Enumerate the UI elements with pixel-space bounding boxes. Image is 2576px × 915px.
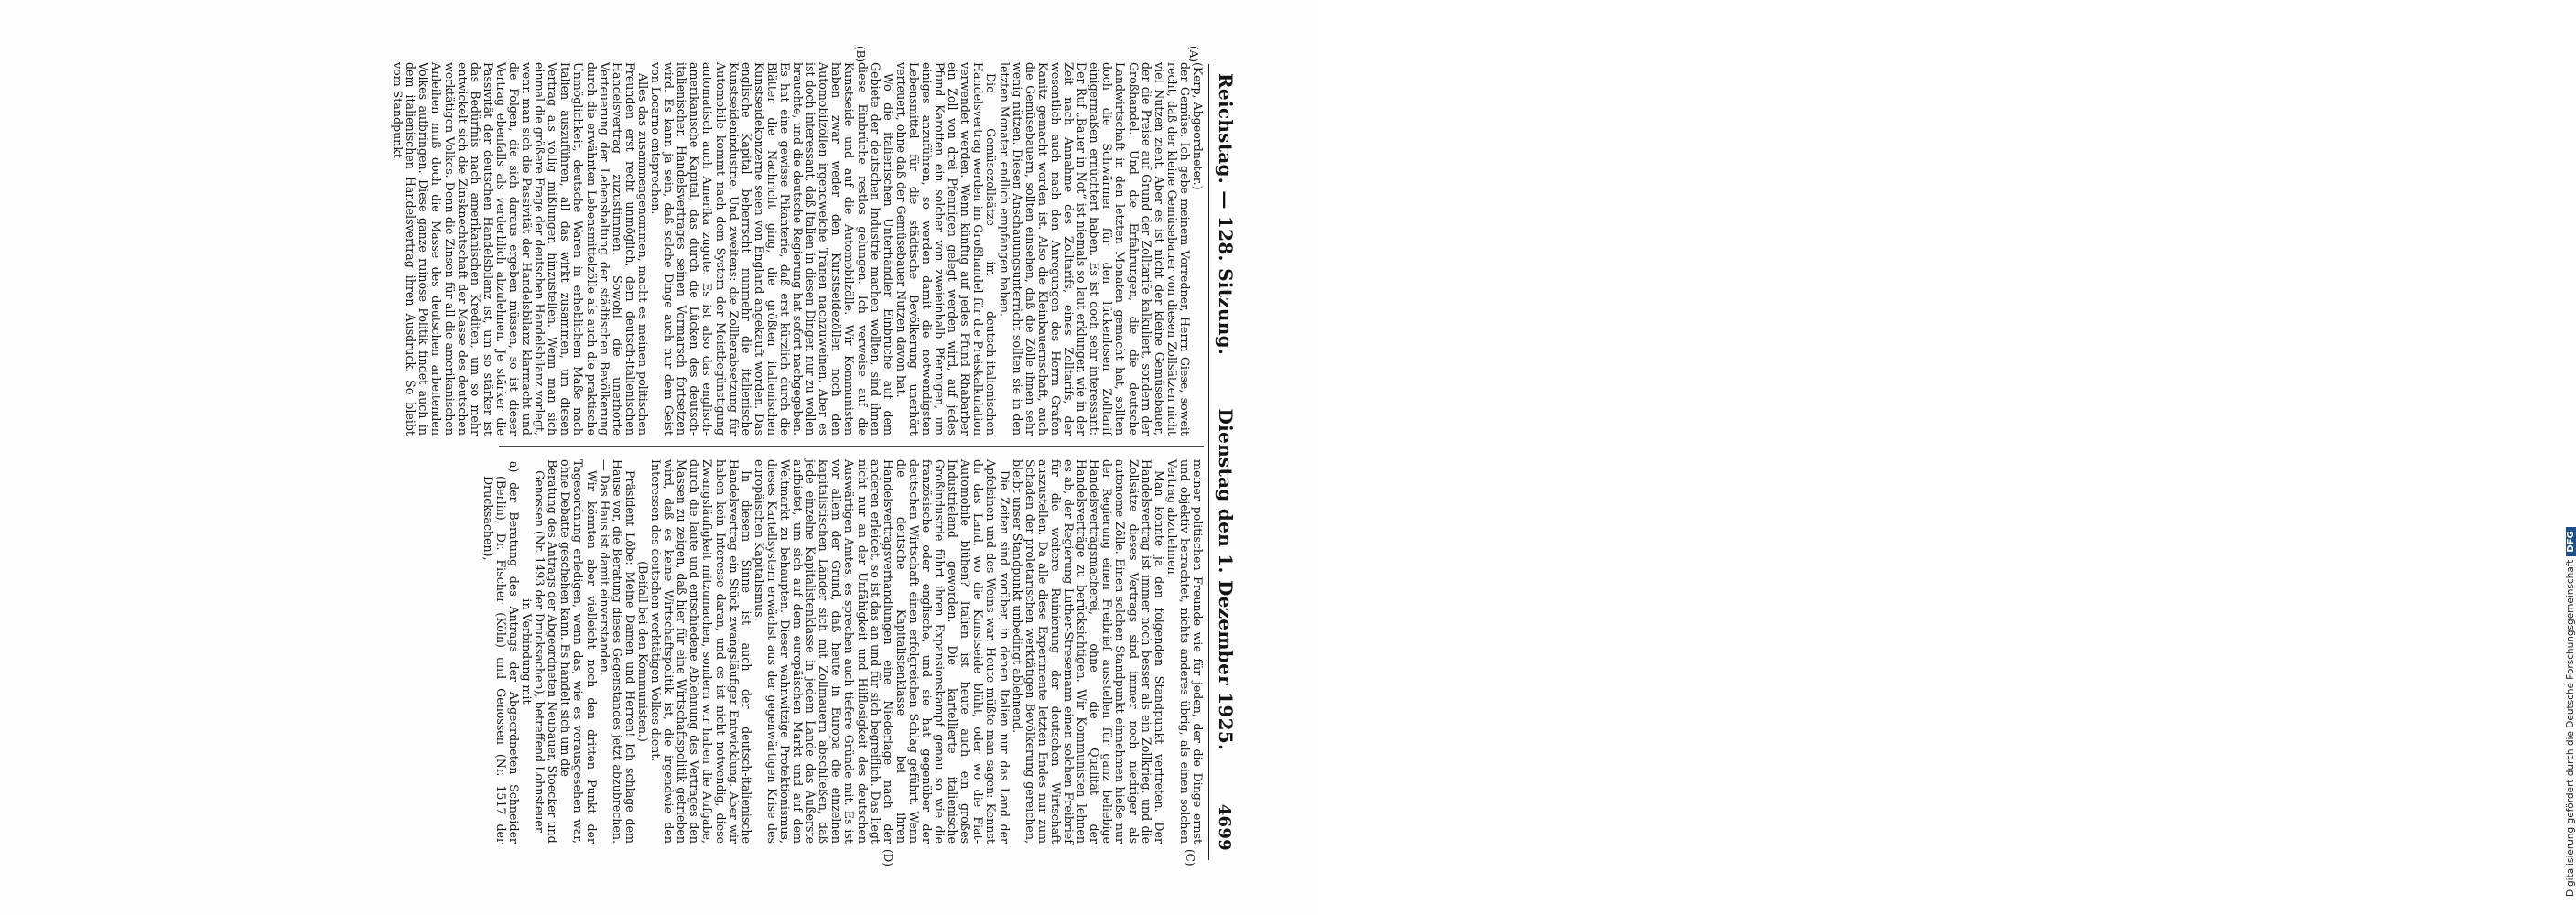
paragraph: In diesem Sinne ist auch der deutsch-italienische Handelsvertrag ein Stück zwangsläufiger Entwicklung. Aber wir haben kein Interesse daran, und es ist nicht notwendig, diese Zwangsläufigkeit mitzumachen, sondern wir haben die Aufgabe, durch die laute und entschiedene Ablehnung des Vertrages den Massen zu zeigen, daß hier für eine Wirtschaftspolitik getrieben wird, daß es keine Wirtschaftspolitik ist, die irgendwie den Interessen des deutschen werktätigen Volkes dient.	[649, 459, 753, 844]
left-column	[391, 62, 1205, 436]
paragraph: Alles das zusammengenommen, macht es meinen politischen Freunden erst recht unmöglich, dem deutsch-italienischen Handelsvertrag zuzustimmen. Sowohl die unerhörte Verteuerung der Lebenshaltung der städtischen Bevölkerung durch die erwähnten Lebensmittelzölle als auch die praktische Unmöglichkeit, deutsche Waren in erheblichem Maße nach Italien auszuführen, all das wirkt zusammen, um diesen Vertrag als völlig mißlungen hinzustellen. Wenn man sich einmal die größere Frage der deutschen Handelsbilanz vorlegt, wenn man sich die Passivität der Handelsbilanz klarmacht und die Folgen, die sich daraus ergeben müssen, so ist dieser Vertrag ebenfalls als verderblich abzulehnen. Je stärker die Passivität der deutschen Handelsbilanz ist, um so stärker ist das Bedürfnis nach amerikanischen Krediten, um so mehr entwickelt sich die Zinsknechtschaft der Masse des deutschen werktätigen Volkes. Denn die Zinsen für all die amerikanischen Anleihen muß doch die Masse des deutschen arbeitenden Volkes aufbringen. Diese ganze ruinöse Politik findet auch in dem italienischen Handelsvertrag ihren Ausdruck. So bleibt vom Standpunkt	[391, 62, 650, 436]
page-number: 4699	[1215, 803, 1234, 851]
page-header	[1215, 73, 1251, 851]
paragraph: in Verbindung mit	[520, 598, 535, 705]
right-column	[481, 459, 1205, 844]
header-center: Dienstag den 1. Dezember 1925.	[1215, 408, 1237, 751]
paragraph: Beratung des Antrags der Abgeordneten Neubauer, Stoecker und Genossen (Nr. 1493 der Drucksachen), betreffend Lohnsteuer	[533, 459, 560, 844]
side-strip	[1280, 0, 2576, 915]
margin-marker-a: (A)	[1187, 46, 1200, 63]
paragraph: (Kerp, Abgeordneter.)	[1191, 62, 1205, 190]
paragraph: a) der Beratung des Antrags der Abgeordneten Schneider (Berlin), Dr. Fischer (Köln) und Genossen (Nr. 1517 der Drucksachen),	[481, 461, 522, 844]
rotated-page-content	[61, 46, 1251, 869]
digitization-note-text: Digitalisierung gefördert durch die Deutsche Forschungsgemeinschaft	[2565, 559, 2576, 897]
margin-marker-b: (B)	[854, 46, 867, 63]
paragraph: der Gemüse. Ich gebe meinem Vorredner, Herrn Giese, soweit recht, daß der kleine Gemüsebauer von diesen Zollsätzen nicht viel Nutzen zieht. Aber es ist nicht der kleine Gemüsebauer, der die Preise auf Grund der Zolltarife kalkuliert, sondern der Großhandel. Und die Erfahrungen, die die deutsche Landwirtschaft in den letzten Monaten gemacht hat, sollten doch die Schwärmer für den lückenlosen Zolltarif einigermaßen ernüchtert haben. Es ist doch sehr interessant: Der Ruf „Bauer in Not“ ist niemals so laut erklungen wie in der Zeit nach Annahme des Zolltarifs, eines Zolltarifs, der wesentlich auch nach den Anregungen des Herrn Grafen Kanitz gemacht worden ist. Also die Kleinbauernschaft, auch die Gemüsebauern, sollten einsehen, daß die Zölle ihnen sehr wenig nützen. Diesen Anschauungsunterricht sollten sie in den letzten Monaten endlich empfangen haben.	[997, 62, 1192, 436]
header-rule	[1208, 64, 1209, 860]
margin-marker-c: (C)	[1184, 849, 1196, 867]
paragraph: Die Gemüsezollsätze im deutsch-italienischen Handelsvertrag werden im Großhandel für die Preiskalkulation verwendet werden. Wenn künftig auf jedes Pfund Rhabarber ein Zoll von drei Pfennigen gelegt werden wird, auf jedes Pfund Karotten ein solcher von zweieinhalb Pfennigen, um einiges anzuführen, so werden damit die notwendigsten Lebensmittel für die städtische Bevölkerung unerhört verteuert, ohne daß der Gemüsebauer Nutzen davon hat.	[893, 62, 999, 436]
digitization-note	[2565, 0, 2576, 897]
paragraph: meiner politischen Freunde wie für jeden, der die Dinge ernst und objektiv betrachtet, nichts anderes übrig, als einen solchen Vertrag abzulehnen.	[1164, 459, 1205, 844]
paragraph: Die Zeiten sind vorüber, in denen Italien nur das Land der Apfelsinen und des Weins war. Heute müßte man sagen: Kennst du das Land, wo die Kunstseide blüht, oder wo die Fiat-Automobile blühen? Italien ist heute auch ein großes Industrieland geworden. Die kartellierte italienische Großindustrie führt ihren Expansionskampf genau so wie die französische oder englische, und sie hat gegenüber der deutschen Wirtschaft einen erfolgreichen Schlag geführt. Wenn die deutsche Kapitalistenklasse bei ihren Handelsvertragsverhandlungen eine Niederlage nach der anderen erleidet, so ist das an und für sich begreiflich. Das liegt nicht nur an der Unfähigkeit und Hilflosigkeit des deutschen Auswärtigen Amtes, es sprechen auch tiefere Gründe mit. Es ist vor allem der Grund, daß heute in Europa die einzelnen kapitalistischen Länder sich mit Zollmauern abschließen, daß jede einzelne Kapitalistenklasse in jedem Lande das Äußerste aufbietet, um sich auf dem europäischen Markt und auf dem Weltmarkt zu behaupten. Dieser wahnwitzige Protektionismus, dieses Kartellsystem erwächst aus der gegenwärtigen Krise des europäischen Kapitalismus.	[752, 459, 1012, 844]
paragraph: Wo die italienischen Unterhändler Einbrüche auf dem Gebiete der deutschen Industrie machen wollten, sind ihnen diese Einbrüche restlos gelungen. Ich verweise auf die Kunstseide und auf die Automobilzölle. Wir Kommunisten haben zwar weder den Kunstseidezöllen noch den Automobilzöllen irgendwelche Tränen nachzuweinen. Aber es ist doch interessant, daß Italien in diesen Dingen nur zu wollen brauchte, und die deutsche Regierung hat sofort nachgegeben. Es hat eine gewisse Pikanterie, daß erst kürzlich durch die Blätter die Nachricht ging, die größten italienischen Kunstseidekonzerne seien von England angekauft worden. Das englische Kapital beherrscht nunmehr die italienische Kunstseidenindustrie. Und zweitens: die Zollherabsetzung für Automobile kommt nach dem System der Meistbegünstigung automatisch auch Amerika zugute. Es ist also das englisch-amerikanische Kapital, das durch die Lücken des deutsch-italienischen Handelsvertrages seinen Vormarsch fortsetzen wird. Es kann ja sein, daß solche Dinge auch nur dem Geist von Locarno entsprechen.	[649, 62, 895, 436]
paragraph: Präsident Löbe: Meine Damen und Herren! Ich schlage dem Hause vor, die Beratung dieses Gegenstandes jetzt abzubrechen. — Das Haus ist damit einverstanden.	[597, 459, 637, 844]
paragraph: Wir könnten aber vielleicht noch den dritten Punkt der Tagesordnung erledigen, wenn das, wie es vorausgesehen war, ohne Debatte geschehen kann. Es handelt sich um die	[558, 459, 599, 844]
header-left: Reichstag. — 128. Sitzung.	[1215, 73, 1237, 356]
paragraph: Man könnte ja den folgenden Standpunkt vertreten. Der Handelsvertrag ist immer noch besser als ein Zollkrieg, und die Zollsätze dieses Vertrags sind immer noch niedriger als autonome Zölle. Einen solchen Standpunkt einnehmen hieße nur der Regierung einen Freibrief ausstellen für ganz beliebige Handelsverträgsmacherei, ohne die Qualität der Handelsverträge zu berücksichtigen. Wir Kommunisten lehnen es ab, der Regierung Luther-Stresemann einen solchen Freibrief für die weitere Ruinierung der deutschen Wirtschaft auszustellen. Da alle diese Experimente letzten Endes nur zum Schaden der proletarischen werktätigen Bevölkerung gereichen, bleibt unser Standpunkt unbedingt ablehnend.	[1010, 459, 1166, 844]
margin-marker-d: (D)	[882, 849, 894, 867]
paragraph: (Beifall bei den Kommunisten.)	[635, 561, 650, 742]
dfg-logo: DFG	[2566, 527, 2576, 555]
column-divider	[499, 446, 1204, 447]
